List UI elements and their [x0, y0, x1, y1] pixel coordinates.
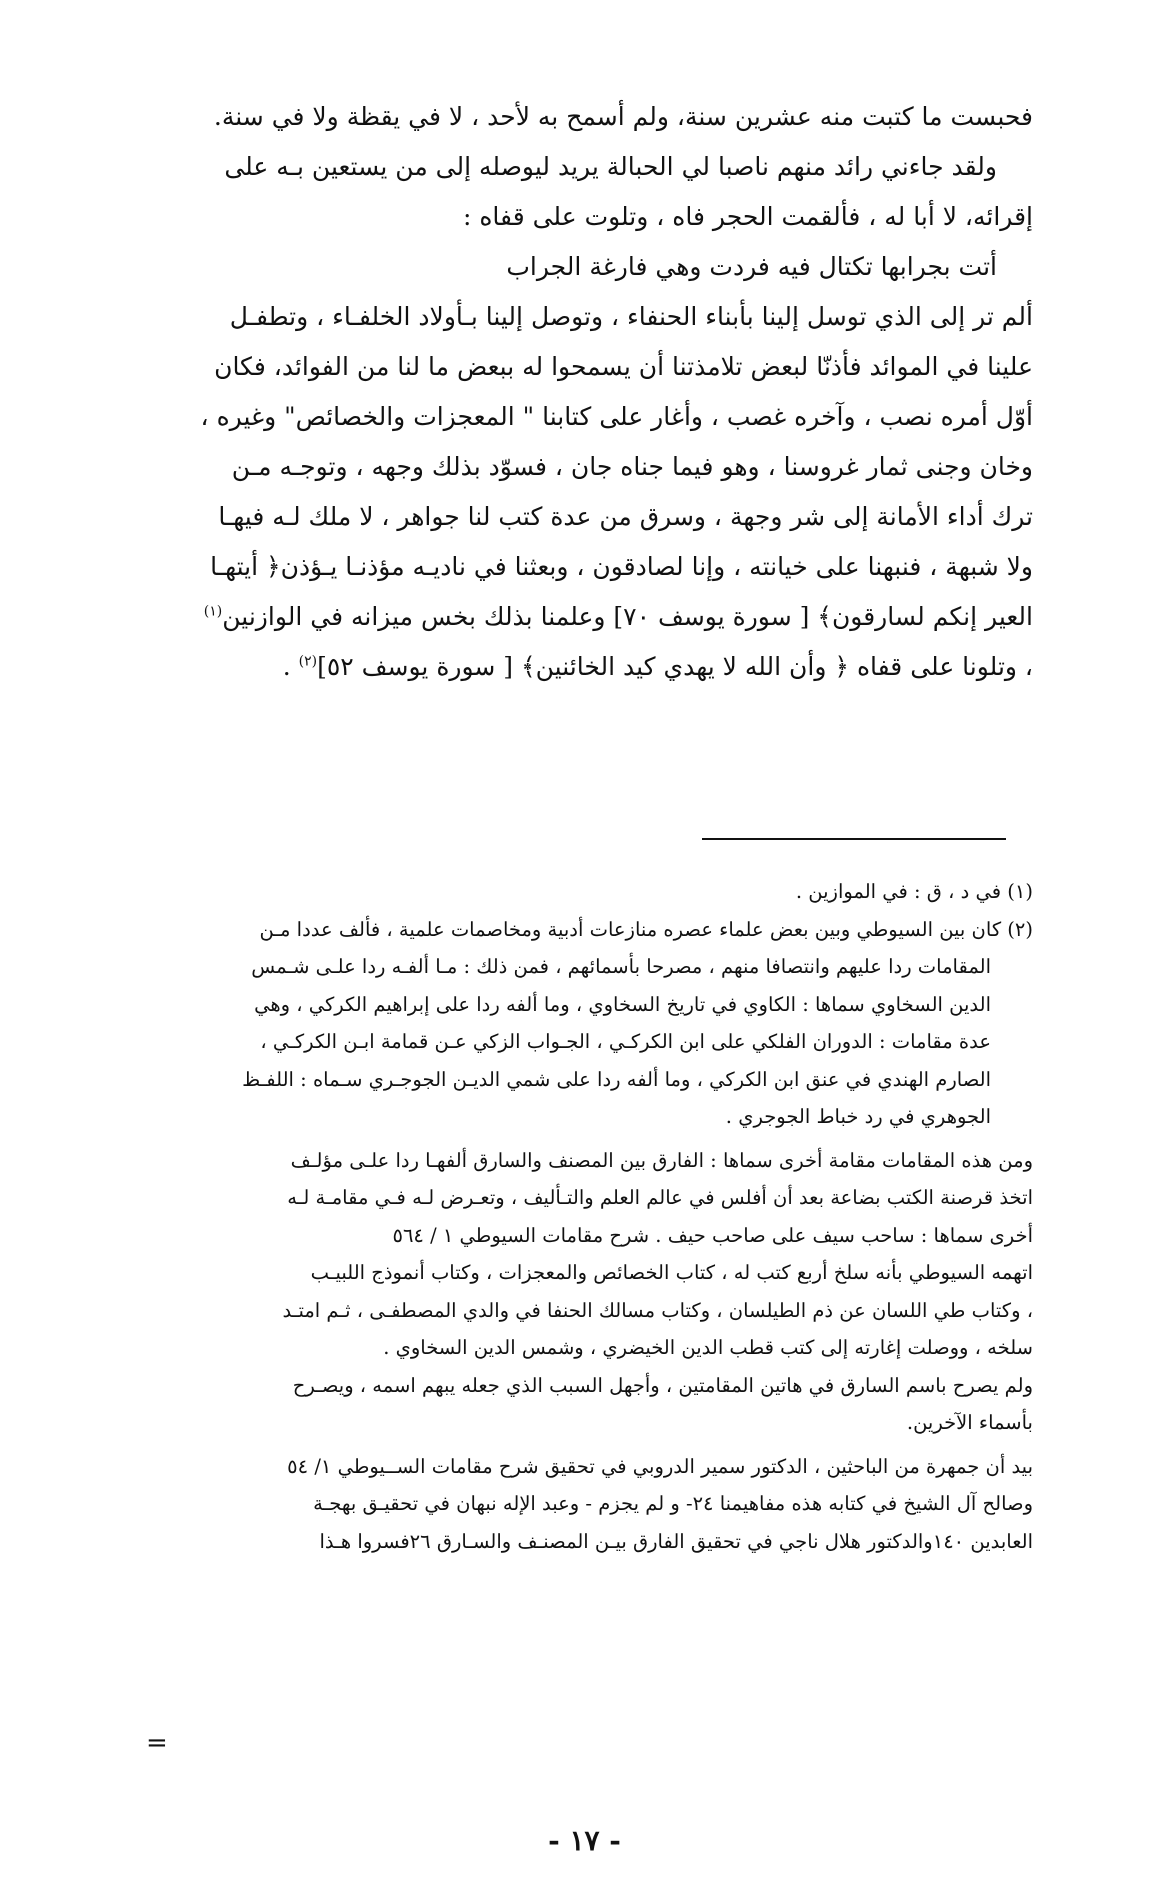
main-line: وخان وجنى ثمار غروسنا ، وهو فيما جناه جان ، فسوّد بذلك وجهه ، وتوجـه مـن — [231, 452, 1033, 481]
main-line: أوّل أمره نصب ، وآخره غصب ، وأغار على كتابنا " المعجزات والخصائص" وغيره ، — [200, 402, 1033, 431]
main-line: ألم تر إلى الذي توسل إلينا بأبناء الحنفاء ، وتوصل إلينا بـأولاد الخلفـاء ، وتطفـل — [229, 302, 1033, 331]
main-text — [145, 92, 1033, 692]
footnote-1: (١) في د ، ق : في الموازين . — [795, 880, 1033, 903]
main-line-end: . — [282, 652, 299, 681]
main-line-with-note — [145, 592, 1033, 642]
footnote-paragraph-line: ومن هذه المقامات مقامة أخرى سماها : الفارق بين المصنف والسارق ألفهـا ردا علـى مؤلـف — [290, 1148, 1033, 1172]
main-line: ترك أداء الأمانة إلى شر وجهة ، وسرق من عدة كتب لنا جواهر ، لا ملك لـه فيهـا — [218, 502, 1033, 531]
main-line: ولقد جاءني رائد منهم ناصبا لي الحبالة يريد ليوصله إلى من يستعين بـه على — [224, 152, 997, 181]
footnote-paragraph-line: العابدين ١٤٠والدكتور هلال ناجي في تحقيق الفارق بيـن المصنـف والسـارق ٢٦فسروا هـذا — [319, 1529, 1033, 1553]
footnote-2-line: المقامات ردا عليهم وانتصافا منهم ، مصرحا بأسمائهم ، فمن ذلك : مـا ألفـه ردا علـى شـمس — [251, 955, 991, 978]
footnote-divider — [702, 838, 1006, 840]
footnotes — [145, 873, 1033, 1560]
main-line-text: العير إنكم لسارقون﴾ [ سورة يوسف ٧٠] وعلمنا بذلك بخس ميزانه في الوازنين — [222, 602, 1033, 631]
main-line: فحبست ما كتبت منه عشرين سنة، ولم أسمح به لأحد ، لا في يقظة ولا في سنة. — [213, 102, 1033, 131]
main-line-text: ، وتلونا على قفاه ﴿ وأن الله لا يهدي كيد الخائنين﴾ [ سورة يوسف ٥٢] — [317, 652, 1033, 681]
main-line: علينا في الموائد فأذنّا لبعض تلامذتنا أن يسمحوا له ببعض ما لنا من الفوائد، فكان — [214, 352, 1033, 381]
footnote-paragraph-line: بأسماء الآخرين. — [906, 1411, 1033, 1434]
main-line-with-note — [145, 642, 1033, 692]
footnote-2-line: الجوهري في رد خباط الجوجري . — [725, 1105, 991, 1128]
footnote-2-line: عدة مقامات : الدوران الفلكي على ابن الكركـي ، الجـواب الزكي عـن قمامة ابـن الكركـي ، — [260, 1030, 991, 1053]
footnote-paragraph-line: بيد أن جمهرة من الباحثين ، الدكتور سمير الدروبي في تحقيق شرح مقامات الســيوطي ١/ ٥٤ — [287, 1454, 1033, 1478]
page-number: - ١٧ - — [548, 1824, 621, 1857]
footnote-paragraph-line: ولم يصرح باسم السارق في هاتين المقامتين ، وأجهل السبب الذي جعله يبهم اسمه ، ويصـرح — [292, 1373, 1033, 1397]
footnote-paragraph-line: وصالح آل الشيخ في كتابه هذه مفاهيمنا ٢٤- و لم يجزم - وعبد الإله نبهان في تحقيـق بهجـة — [313, 1492, 1033, 1515]
poetry-verse: أتت بجرابها تكتال فيه فردت وهي فارغة الجراب — [506, 252, 997, 281]
footnote-2-line: (٢) كان بين السيوطي وبين بعض علماء عصره منازعات أدبية ومخاصمات علمية ، فألف عددا مـن — [259, 917, 1033, 941]
footnote-paragraph-line: سلخه ، ووصلت إغارته إلى كتب قطب الدين الخيضري ، وشمس الدين السخاوي . — [383, 1336, 1033, 1359]
footnote-paragraph-line: اتخذ قرصنة الكتب بضاعة بعد أن أفلس في عالم العلم والتـأليف ، وتعـرض لـه فـي مقامـة لـه — [287, 1186, 1033, 1209]
footnote-paragraph-line: اتهمه السيوطي بأنه سلخ أربع كتب له ، كتاب الخصائص والمعجزات ، وكتاب أنموذج اللبيـب — [310, 1261, 1033, 1284]
footnote-marker-2: (٢) — [298, 653, 318, 670]
footnote-2-line: الدين السخاوي سماها : الكاوي في تاريخ السخاوي ، وما ألفه ردا على إبراهيم الكركي ، وهي — [254, 992, 991, 1016]
continuation-mark: = — [146, 1728, 168, 1758]
footnote-marker-1: (١) — [203, 603, 223, 620]
footnote-2-line: الصارم الهندي في عنق ابن الكركي ، وما ألفه ردا على شمي الديـن الجوجـري سـماه : اللفـظ — [242, 1067, 991, 1091]
footnote-paragraph-line: ، وكتاب طي اللسان عن ذم الطيلسان ، وكتاب مسالك الحنفا في والدي المصطفـى ، ثـم امتـد — [282, 1298, 1033, 1322]
main-line: إقرائه، لا أبا له ، فألقمت الحجر فاه ، وتلوت على قفاه : — [462, 202, 1033, 231]
footnote-paragraph-line: أخرى سماها : ساحب سيف على صاحب حيف . شرح مقامات السيوطي ١ / ٥٦٤ — [392, 1223, 1033, 1247]
main-line: ولا شبهة ، فنبهنا على خيانته ، وإنا لصادقون ، وبعثنا في ناديـه مؤذنـا يـؤذن﴿ أيتهـا — [210, 552, 1033, 581]
